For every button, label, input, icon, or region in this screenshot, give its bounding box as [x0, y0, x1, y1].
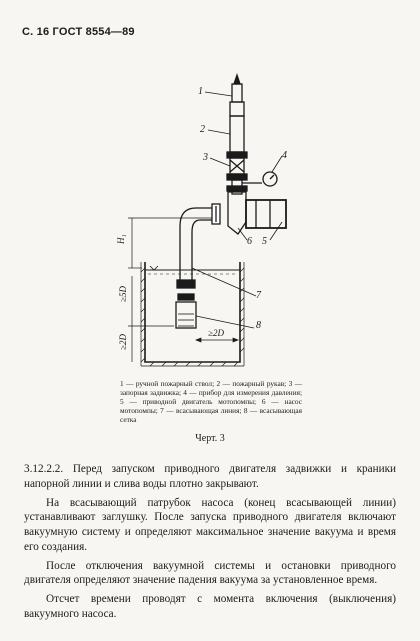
callout-2: 2	[200, 124, 205, 135]
page-header: С. 16 ГОСТ 8554—89	[22, 26, 135, 38]
figure-legend: 1 — ручной пожарный ствол; 2 — пожарный рукав; 3 — запорная задвижка; 4 — прибор для измерения давления; 5 — приводной двигатель мотопомпы; 6 — насос мотопомпы; 7 — всасывающая линия; 8 — всасывающая сетка	[120, 379, 302, 424]
callout-8: 8	[256, 320, 261, 331]
paragraph: Отсчет времени проводят с момента включения (выключения) вакуумного насоса.	[24, 593, 396, 621]
nozzle-body	[232, 84, 242, 102]
callout-5: 5	[262, 236, 267, 247]
fire-hose	[230, 116, 244, 152]
dim-2d-right: ≥2D	[208, 328, 224, 338]
body-text	[24, 462, 396, 626]
callout-4: 4	[282, 150, 287, 161]
callout-7: 7	[256, 290, 261, 301]
pump-body	[228, 192, 246, 234]
suction-strainer	[176, 302, 196, 328]
dim-h1: H₁	[116, 234, 126, 244]
callout-6: 6	[247, 236, 252, 247]
paragraph: После отключения вакуумной системы и остановки приводного двигателя определяют значение падения вакуума за установленное время.	[24, 559, 396, 587]
dim-2d-left: ≥2D	[118, 334, 128, 350]
callout-3: 3	[203, 152, 208, 163]
callout-1: 1	[198, 86, 203, 97]
pump-motor	[246, 200, 286, 228]
gate-valve	[230, 160, 244, 172]
figure-label: Черт. 3	[195, 433, 225, 444]
nozzle-tip	[234, 75, 240, 84]
paragraph: На всасывающий патрубок насоса (конец всасывающей линии) устанавливают заглушку. После запуска приводного двигателя включают вакуумную систему и определяют максимальное значение вакуума и время его создания.	[24, 496, 396, 553]
paragraph: 3.12.2.2. Перед запуском приводного двигателя задвижки и краники напорной линии и слива воды плотно закрывают.	[24, 463, 396, 490]
dim-5d: ≥5D	[118, 286, 128, 302]
